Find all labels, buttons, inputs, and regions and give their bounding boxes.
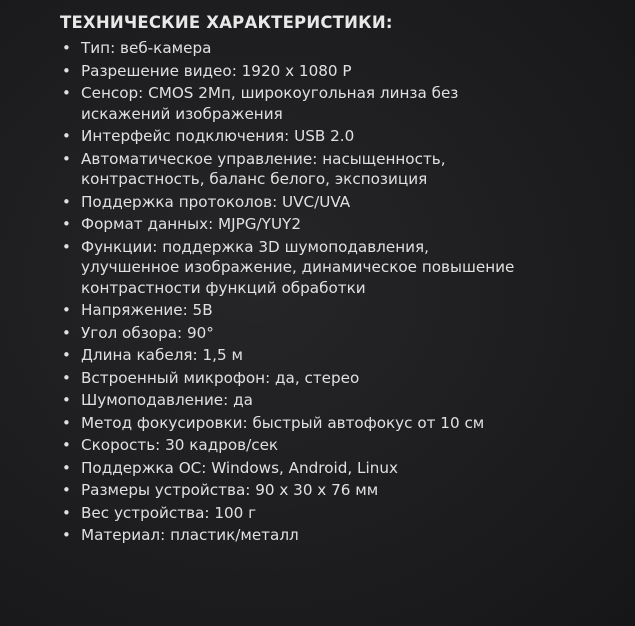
spec-item-text: Угол обзора: 90° (81, 323, 214, 342)
bullet-icon: • (62, 84, 71, 102)
spec-item (60, 345, 615, 366)
spec-item (60, 368, 615, 389)
spec-item-text: Поддержка ОС: Windows, Android, Linux (81, 458, 398, 477)
bullet-icon: • (62, 391, 71, 409)
bullet-icon: • (62, 436, 71, 454)
spec-item-text: Шумоподавление: да (81, 391, 253, 409)
spec-heading: ТЕХНИЧЕСКИЕ ХАРАКТЕРИСТИКИ: (60, 13, 393, 32)
spec-item-text: Длина кабеля: 1,5 м (81, 346, 243, 364)
bullet-icon: • (62, 39, 71, 57)
spec-item (60, 323, 615, 344)
bullet-icon: • (62, 237, 71, 256)
spec-item-text: Сенсор: CMOS 2Мп, широкоугольная линза без искажений изображения (81, 84, 459, 123)
bullet-icon: • (62, 61, 71, 80)
spec-item (60, 435, 615, 456)
spec-item-text: Тип: веб-камера (81, 39, 212, 57)
spec-item-text: Поддержка протоколов: UVC/UVA (81, 192, 351, 211)
spec-item (60, 126, 615, 147)
spec-item (60, 503, 615, 524)
bullet-icon: • (62, 215, 71, 233)
spec-item-text: Интерфейс подключения: USB 2.0 (81, 127, 355, 145)
spec-item (60, 480, 615, 501)
spec-item (60, 192, 615, 213)
spec-item-text: Размеры устройства: 90 х 30 х 76 мм (81, 481, 379, 499)
spec-item (60, 149, 615, 190)
spec-item (60, 390, 615, 411)
bullet-icon: • (62, 526, 71, 544)
spec-item-text: Вес устройства: 100 г (81, 503, 257, 522)
spec-item (60, 300, 615, 321)
spec-item (60, 525, 615, 546)
spec-item-text: Напряжение: 5В (81, 301, 213, 319)
spec-item-text: Метод фокусировки: быстрый автофокус от 10 см (81, 413, 485, 432)
bullet-icon: • (62, 127, 71, 145)
spec-item-text: Материал: пластик/металл (81, 526, 299, 544)
spec-item (60, 458, 615, 479)
bullet-icon: • (62, 301, 71, 319)
spec-list (60, 38, 615, 546)
bullet-icon: • (62, 323, 71, 342)
bullet-icon: • (62, 458, 71, 477)
bullet-icon: • (62, 346, 71, 364)
bullet-icon: • (62, 413, 71, 432)
bullet-icon: • (62, 503, 71, 522)
spec-item-text: Функции: поддержка 3D шумоподавления, улучшенное изображение, динамическое повышение контрастности функций обработки (81, 237, 515, 297)
bullet-icon: • (62, 481, 71, 499)
spec-item-text: Разрешение видео: 1920 х 1080 Р (81, 61, 352, 80)
spec-item (60, 61, 615, 82)
spec-item-text: Автоматическое управление: насыщенность, контрастность, баланс белого, экспозиция (81, 149, 446, 188)
spec-item (60, 413, 615, 434)
spec-item-text: Встроенный микрофон: да, стерео (81, 368, 360, 387)
bullet-icon: • (62, 192, 71, 211)
spec-item (60, 214, 615, 235)
spec-item (60, 237, 615, 299)
spec-item (60, 83, 615, 124)
spec-item-text: Формат данных: MJPG/YUY2 (81, 215, 301, 233)
spec-item (60, 38, 615, 59)
bullet-icon: • (62, 368, 71, 387)
bullet-icon: • (62, 149, 71, 168)
spec-item-text: Скорость: 30 кадров/сек (81, 436, 279, 454)
